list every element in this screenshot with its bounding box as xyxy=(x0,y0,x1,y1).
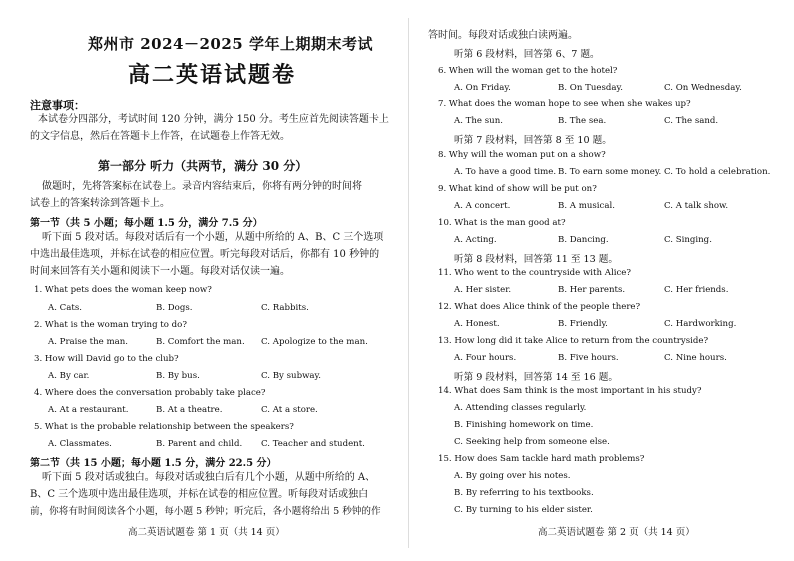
q5-option-b[interactable]: B. Parent and child. xyxy=(156,439,243,449)
q1-option-c[interactable]: C. Rabbits. xyxy=(261,303,309,313)
part1-heading: 第一部分 听力（共两节，满分 30 分） xyxy=(98,159,308,173)
question-7: 7. What does the woman hope to see when she wakes up? xyxy=(438,99,691,109)
q7-option-a[interactable]: A. The sun. xyxy=(454,116,503,126)
page-footer-2: 高二英语试题卷 第 2 页（共 14 页） xyxy=(538,527,695,538)
page-1 xyxy=(24,0,390,561)
q9-option-c[interactable]: C. A talk show. xyxy=(664,201,729,211)
q3-option-c[interactable]: C. By subway. xyxy=(261,371,322,381)
q2-option-c[interactable]: C. Apologize to the man. xyxy=(261,337,368,347)
instruction-7: 听第 7 段材料，回答第 8 至 10 题。 xyxy=(454,135,612,146)
q4-option-a[interactable]: A. At a restaurant. xyxy=(48,405,129,415)
page-2 xyxy=(424,0,780,561)
q1-option-b[interactable]: B. Dogs. xyxy=(156,303,193,313)
section1-line-1: 听下面 5 段对话。每段对话后有一个小题，从题中所给的 A、B、C 三个选项 xyxy=(42,232,384,243)
continued-line: 答时间。每段对话或独白读两遍。 xyxy=(428,30,578,41)
section1-heading: 第一节（共 5 小题；每小题 1.5 分，满分 7.5 分） xyxy=(30,218,263,229)
section2-line-2: B、C 三个选项中选出最佳选项，并标在试卷的相应位置。听每段对话或独白 xyxy=(30,489,369,500)
instruction-6: 听第 6 段材料，回答第 6、7 题。 xyxy=(454,49,600,60)
q10-option-b[interactable]: B. Dancing. xyxy=(558,235,609,245)
q13-option-b[interactable]: B. Five hours. xyxy=(558,353,619,363)
page-divider xyxy=(408,18,409,548)
q1-option-a[interactable]: A. Cats. xyxy=(48,303,82,313)
question-10: 10. What is the man good at? xyxy=(438,218,566,228)
q7-option-c[interactable]: C. The sand. xyxy=(664,116,719,126)
question-11: 11. Who went to the countryside with Alice? xyxy=(438,268,631,278)
q13-option-c[interactable]: C. Nine hours. xyxy=(664,353,727,363)
q9-option-a[interactable]: A. A concert. xyxy=(454,201,511,211)
q11-option-b[interactable]: B. Her parents. xyxy=(558,285,626,295)
question-15: 15. How does Sam tackle hard math problems? xyxy=(438,454,645,464)
question-4: 4. Where does the conversation probably take place? xyxy=(34,388,266,398)
q11-option-a[interactable]: A. Her sister. xyxy=(454,285,512,295)
q7-option-b[interactable]: B. The sea. xyxy=(558,116,607,126)
question-9: 9. What kind of show will be put on? xyxy=(438,184,597,194)
page-footer-1: 高二英语试题卷 第 1 页（共 14 页） xyxy=(128,527,285,538)
instruction-8: 听第 8 段材料，回答第 11 至 13 题。 xyxy=(454,254,618,265)
q14-option-b[interactable]: B. Finishing homework on time. xyxy=(454,420,594,430)
exam-title: 郑州市 2024－2025 学年上期期末考试 xyxy=(88,35,373,53)
question-14: 14. What does Sam think is the most important in his study? xyxy=(438,386,702,396)
q6-option-b[interactable]: B. On Tuesday. xyxy=(558,83,623,93)
question-13: 13. How long did it take Alice to return from the countryside? xyxy=(438,336,709,346)
section2-line-3: 前，你将有时间阅读各个小题，每小题 5 秒钟；听完后，各小题将给出 5 秒钟的作 xyxy=(30,506,381,517)
q13-option-a[interactable]: A. Four hours. xyxy=(454,353,517,363)
section2-heading: 第二节（共 15 小题；每小题 1.5 分，满分 22.5 分） xyxy=(30,458,277,469)
q12-option-b[interactable]: B. Friendly. xyxy=(558,319,608,329)
q8-option-b[interactable]: B. To earn some money. xyxy=(558,167,662,177)
q5-option-c[interactable]: C. Teacher and student. xyxy=(261,439,365,449)
part1-line-1: 做题时，先将答案标在试卷上。录音内容结束后，你将有两分钟的时间将 xyxy=(42,181,362,192)
q15-option-b[interactable]: B. By referring to his textbooks. xyxy=(454,488,594,498)
section2-line-1: 听下面 5 段对话或独白。每段对话或独白后有几个小题，从题中所给的 A、 xyxy=(42,472,376,483)
q4-option-b[interactable]: B. At a theatre. xyxy=(156,405,223,415)
q12-option-a[interactable]: A. Honest. xyxy=(454,319,500,329)
q15-option-c[interactable]: C. By turning to his elder sister. xyxy=(454,505,593,515)
q10-option-a[interactable]: A. Acting. xyxy=(454,235,497,245)
question-2: 2. What is the woman trying to do? xyxy=(34,320,187,330)
q14-option-c[interactable]: C. Seeking help from someone else. xyxy=(454,437,610,447)
part1-line-2: 试卷上的答案转涂到答题卡上。 xyxy=(30,198,170,209)
notice-line-1: 本试卷分四部分，考试时间 120 分钟，满分 150 分。考生应首先阅读答题卡上 xyxy=(38,114,389,125)
exam-subtitle: 高二英语试题卷 xyxy=(128,62,297,88)
q2-option-a[interactable]: A. Praise the man. xyxy=(48,337,129,347)
question-1: 1. What pets does the woman keep now? xyxy=(34,285,212,295)
q6-option-a[interactable]: A. On Friday. xyxy=(454,83,511,93)
instruction-9: 听第 9 段材料，回答第 14 至 16 题。 xyxy=(454,372,618,383)
q10-option-c[interactable]: C. Singing. xyxy=(664,235,712,245)
q4-option-c[interactable]: C. At a store. xyxy=(261,405,318,415)
q5-option-a[interactable]: A. Classmates. xyxy=(48,439,112,449)
q6-option-c[interactable]: C. On Wednesday. xyxy=(664,83,742,93)
question-12: 12. What does Alice think of the people there? xyxy=(438,302,641,312)
q3-option-b[interactable]: B. By bus. xyxy=(156,371,200,381)
question-6: 6. When will the woman get to the hotel? xyxy=(438,66,618,76)
q8-option-a[interactable]: A. To have a good time. xyxy=(454,167,557,177)
notice-heading: 注意事项： xyxy=(30,99,85,112)
q9-option-b[interactable]: B. A musical. xyxy=(558,201,615,211)
q2-option-b[interactable]: B. Comfort the man. xyxy=(156,337,245,347)
section1-line-2: 中选出最佳选项，并标在试卷的相应位置。听完每段对话后，你都有 10 秒钟的 xyxy=(30,249,380,260)
question-3: 3. How will David go to the club? xyxy=(34,354,179,364)
q11-option-c[interactable]: C. Her friends. xyxy=(664,285,729,295)
q8-option-c[interactable]: C. To hold a celebration. xyxy=(664,167,771,177)
question-5: 5. What is the probable relationship between the speakers? xyxy=(34,422,294,432)
question-8: 8. Why will the woman put on a show? xyxy=(438,150,606,160)
q14-option-a[interactable]: A. Attending classes regularly. xyxy=(454,403,587,413)
q3-option-a[interactable]: A. By car. xyxy=(48,371,90,381)
section1-line-3: 时间来回答有关小题和阅读下一小题。每段对话仅读一遍。 xyxy=(30,266,290,277)
notice-line-2: 的文字信息，然后在答题卡上作答，在试题卷上作答无效。 xyxy=(30,131,290,142)
q12-option-c[interactable]: C. Hardworking. xyxy=(664,319,737,329)
q15-option-a[interactable]: A. By going over his notes. xyxy=(454,471,571,481)
